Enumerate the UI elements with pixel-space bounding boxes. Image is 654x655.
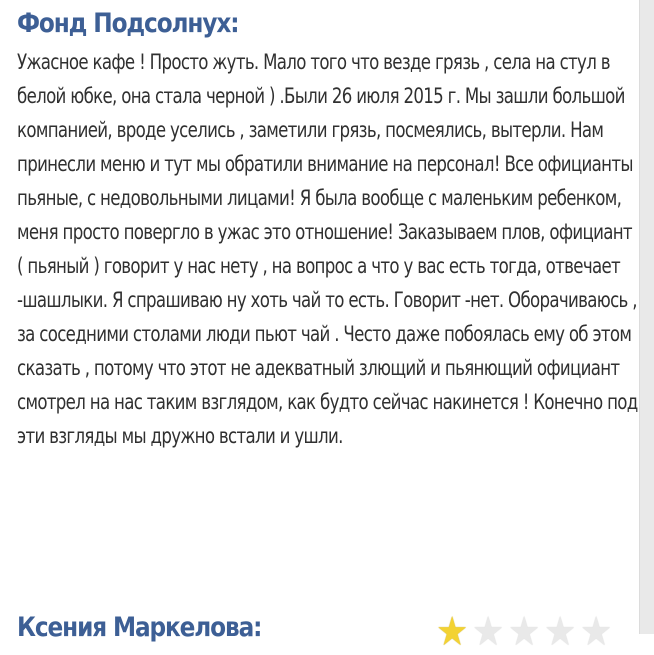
review-author-name[interactable]: Фонд Подсолнух bbox=[17, 8, 231, 39]
review-author-colon: : bbox=[230, 8, 239, 39]
review-author-colon: : bbox=[253, 612, 262, 643]
review-item bbox=[17, 2, 639, 454]
review-author bbox=[17, 2, 552, 46]
star-icon: ★ bbox=[472, 609, 505, 655]
rating-stars bbox=[436, 609, 616, 655]
review-author-name[interactable]: Ксения Маркелова bbox=[17, 612, 254, 643]
star-icon: ★ bbox=[580, 609, 613, 655]
page-scroll-edge bbox=[639, 0, 654, 634]
review-text: Ужасное кафе ! Просто жуть. Мало того что везде грязь , села на стул в белой юбке, она стала черной ) .Были 26 июля 2015 г. Мы зашли большой компанией, вроде уселись , заметили грязь, посмеялись, вытерли. Нам принесли меню и тут мы обратили внимание на персонал! Все официанты пьяные, с недовольными лицами! Я была вообще с маленьким ребенком, меня просто повергло в ужас это отношение! Заказываем плов, официант ( пьяный ) говорит у нас нету , на вопрос а что у вас есть тогда, отвечает -шашлыки. Я спрашиваю ну хоть чай то есть. Говорит -нет. Оборачиваюсь , за соседними столами люди пьют чай . Често даже побоялась ему об этом сказать , потому что этот не адекватный злющий и пьянющий официант смотрел на нас таким взглядом, как будто сейчас накинется ! Конечно под эти взгляды мы дружно встали и ушли. bbox=[17, 50, 638, 449]
star-icon: ★ bbox=[436, 609, 469, 655]
star-icon: ★ bbox=[544, 609, 577, 655]
star-icon: ★ bbox=[508, 609, 541, 655]
